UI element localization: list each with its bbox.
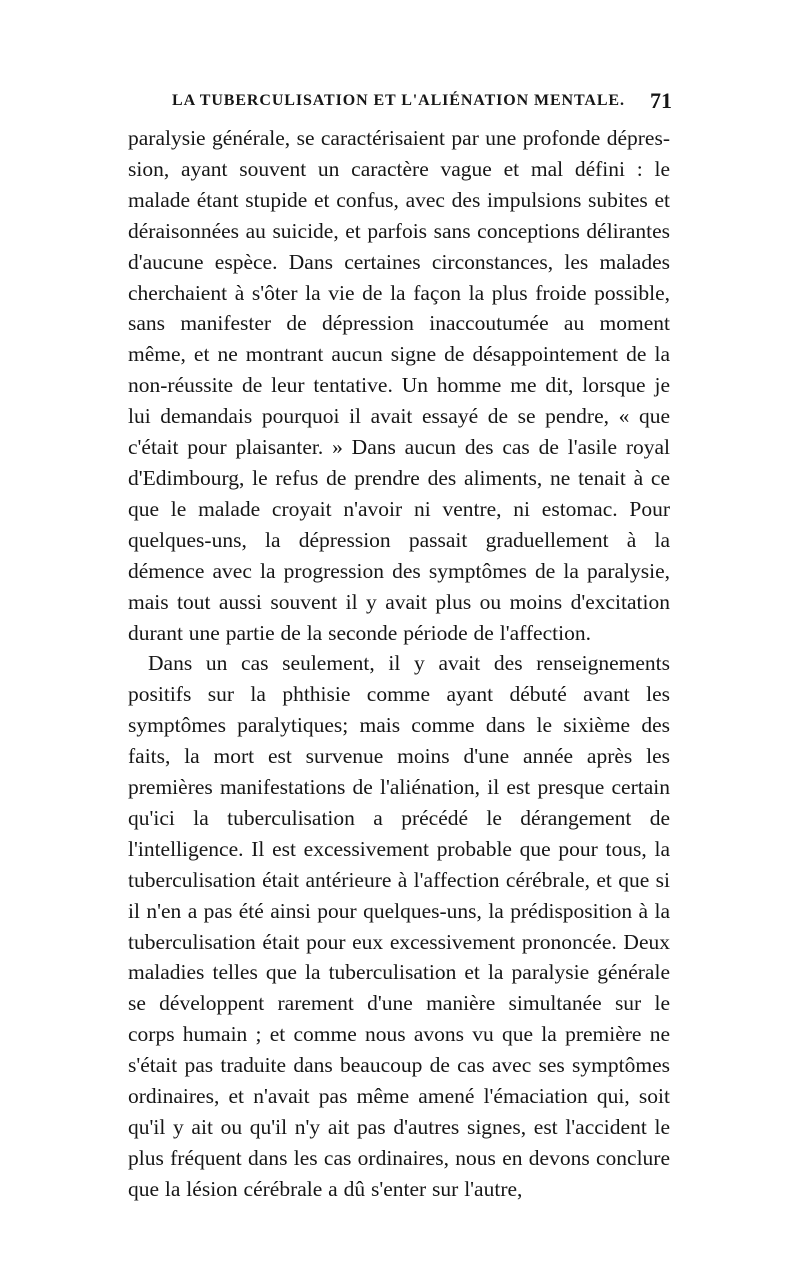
paragraph-continuation: paralysie générale, se caractérisaient par une profonde dépression, ayant souvent un caractère vague et mal défini : le malade étant stupide et confus, avec des impulsions subites et déraisonnées au suicide, et parfois sans conceptions délirantes d'aucune espèce. Dans certaines circonstances, les malades cherchaient à s'ôter la vie de la façon la plus froide possible, sans manifester de dépression inaccoutumée au moment même, et ne montrant aucun signe de désappointement de la non-réussite de leur tentative. Un homme me dit, lorsque je lui demandais pourquoi il avait essayé de se pendre, « que c'était pour plaisanter. » Dans aucun des cas de l'asile royal d'Edimbourg, le refus de prendre des aliments, ne tenait à ce que le malade croyait n'avoir ni ventre, ni estomac. Pour quelques-uns, la dépression passait graduellement à la démence avec la progression des symptômes de la paralysie, mais tout aussi souvent il y avait plus ou moins d'excitation durant une partie de la seconde période de l'affection. xyxy=(128,126,670,645)
page-number: 71 xyxy=(650,88,672,113)
body-text xyxy=(128,123,670,1205)
running-title: LA TUBERCULISATION ET L'ALIÉNATION MENTALE. xyxy=(172,92,625,109)
running-head xyxy=(172,88,672,118)
paragraph-phthisis: Dans un cas seulement, il y avait des renseignements positifs sur la phthisie comme ayant débuté avant les symptômes paralytiques; mais comme dans le sixième des faits, la mort est survenue moins d'une année après les premières manifestations de l'aliénation, il est presque certain qu'ici la tuberculisation a précédé le dérangement de l'intelligence. Il est excessivement probable que pour tous, la tuberculisation était antérieure à l'affection cérébrale, et que si il n'en a pas été ainsi pour quelques-uns, la prédisposition à la tuberculisation était pour eux excessivement prononcée. Deux maladies telles que la tuberculisation et la paralysie générale se développent rarement d'une manière simultanée sur le corps humain ; et comme nous avons vu que la première ne s'était pas traduite dans beaucoup de cas avec ses symptômes ordinaires, et n'avait pas même amené l'émaciation qui, soit qu'il y ait ou qu'il n'y ait pas d'autres signes, est l'accident le plus fréquent dans les cas ordinaires, nous en devons conclure que la lésion cérébrale a dû s'enter sur l'autre, xyxy=(128,651,670,1201)
